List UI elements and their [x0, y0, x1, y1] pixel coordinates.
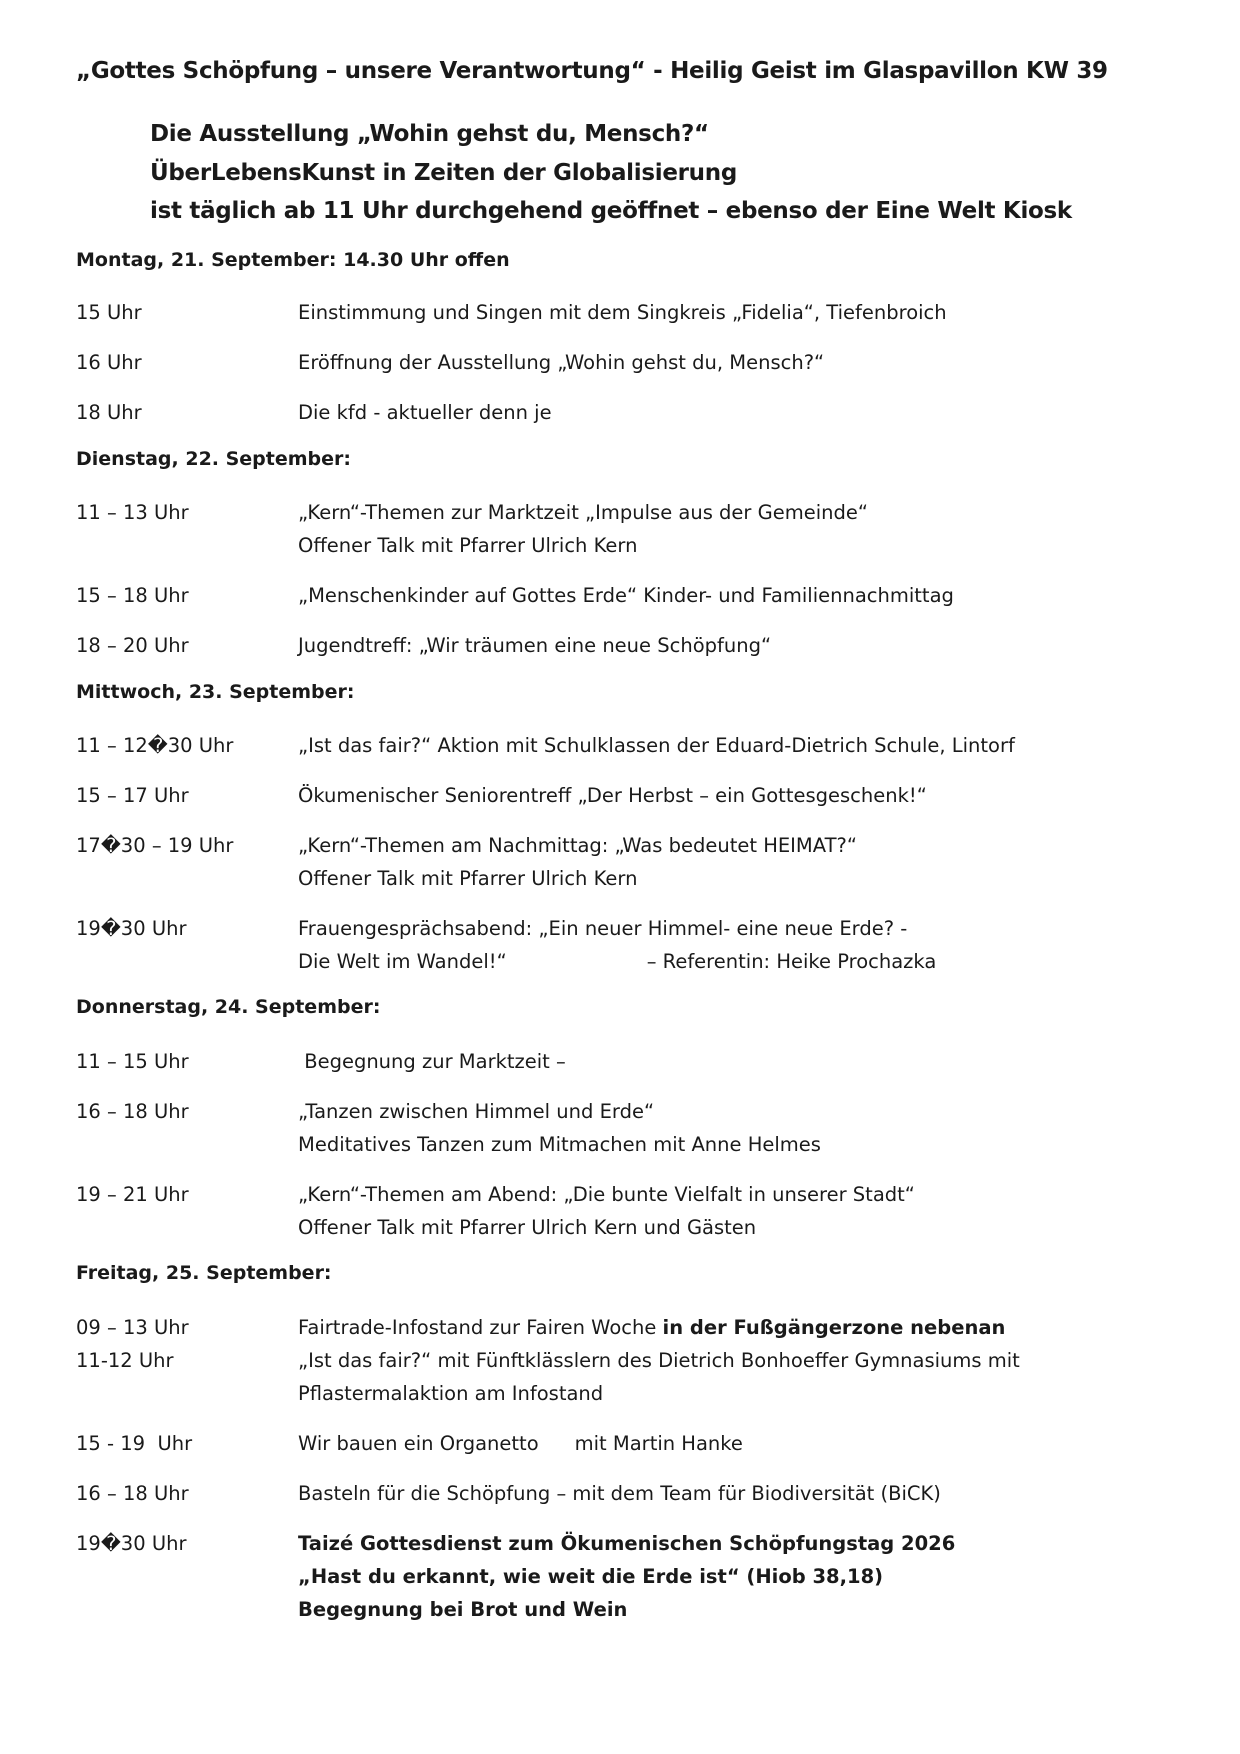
event-time: 19�30 Uhr [76, 917, 187, 940]
exhibition-info [150, 115, 1072, 231]
event-description [298, 296, 947, 329]
event-description [298, 729, 1015, 762]
event-time: 16 Uhr [76, 351, 142, 374]
event-line: „Kern“-Themen zur Marktzeit „Impulse aus der Gemeinde“ [298, 501, 869, 524]
event-line: Meditatives Tanzen zum Mitmachen mit Anne Helmes [298, 1133, 821, 1156]
event-time: 11-12 Uhr [76, 1349, 174, 1372]
event-line: Eröffnung der Ausstellung „Wohin gehst du, Mensch?“ [298, 351, 825, 374]
event-line: Taizé Gottesdienst zum Ökumenischen Schöpfungstag 2026 [298, 1532, 956, 1555]
day-heading-wednesday: Mittwoch, 23. September: [76, 681, 355, 703]
event-line-part: Fairtrade-Infostand zur Fairen Woche [298, 1316, 663, 1339]
event-line: Ökumenischer Seniorentreff „Der Herbst – ein Gottesgeschenk!“ [298, 784, 927, 807]
event-line: Frauengesprächsabend: „Ein neuer Himmel- eine neue Erde? - [298, 917, 908, 940]
event-line: Offener Talk mit Pfarrer Ulrich Kern [298, 534, 638, 557]
event-time: 18 Uhr [76, 401, 142, 424]
day-heading-thursday: Donnerstag, 24. September: [76, 996, 381, 1018]
event-line: Offener Talk mit Pfarrer Ulrich Kern [298, 867, 638, 890]
event-description [298, 1344, 1020, 1410]
event-time: 11 – 15 Uhr [76, 1050, 189, 1073]
exhibition-line: ist täglich ab 11 Uhr durchgehend geöffnet – ebenso der Eine Welt Kiosk [150, 198, 1072, 224]
event-description [298, 579, 954, 612]
event-time: 15 – 17 Uhr [76, 784, 189, 807]
exhibition-line: ÜberLebensKunst in Zeiten der Globalisierung [150, 159, 737, 186]
event-line: Pflastermalaktion am Infostand [298, 1382, 604, 1405]
event-line-part: Die Welt im Wandel!“ [298, 950, 507, 973]
event-location-emphasis: in der Fußgängerzone nebenan [662, 1316, 1006, 1339]
event-description [298, 912, 936, 978]
event-time: 11 – 12�30 Uhr [76, 734, 234, 757]
event-description [298, 779, 927, 812]
event-line: Jugendtreff: „Wir träumen eine neue Schöpfung“ [298, 634, 772, 657]
event-line: „Tanzen zwischen Himmel und Erde“ [298, 1100, 655, 1123]
event-line: Offener Talk mit Pfarrer Ulrich Kern und Gästen [298, 1216, 757, 1239]
event-description [298, 1311, 1005, 1344]
event-time: 17�30 – 19 Uhr [76, 834, 234, 857]
event-time: 16 – 18 Uhr [76, 1482, 189, 1505]
event-time: 09 – 13 Uhr [76, 1316, 189, 1339]
day-heading-friday: Freitag, 25. September: [76, 1262, 332, 1284]
event-time: 16 – 18 Uhr [76, 1100, 189, 1123]
event-time: 15 - 19 Uhr [76, 1432, 193, 1455]
exhibition-line: Die Ausstellung „Wohin gehst du, Mensch?“ [150, 121, 709, 147]
event-line: Einstimmung und Singen mit dem Singkreis „Fidelia“, Tiefenbroich [298, 301, 947, 324]
event-description [298, 629, 771, 662]
event-time: 11 – 13 Uhr [76, 501, 189, 524]
speaker-credit: – Referentin: Heike Prochazka [646, 950, 937, 973]
event-line [298, 1311, 1005, 1344]
event-time: 15 – 18 Uhr [76, 584, 189, 607]
event-line: „Ist das fair?“ mit Fünftklässlern des Dietrich Bonhoeffer Gymnasiums mit [298, 1349, 1020, 1372]
event-line: Begegnung zur Marktzeit – [298, 1050, 566, 1073]
event-description [298, 1045, 566, 1078]
event-description [298, 1477, 941, 1510]
day-heading-monday: Montag, 21. September: 14.30 Uhr offen [76, 249, 510, 271]
event-line: „Kern“-Themen am Nachmittag: „Was bedeutet HEIMAT?“ [298, 834, 857, 857]
event-description [298, 496, 868, 562]
event-line: Begegnung bei Brot und Wein [298, 1598, 628, 1621]
event-line [298, 945, 936, 978]
event-description [298, 829, 857, 895]
event-line: „Kern“-Themen am Abend: „Die bunte Vielfalt in unserer Stadt“ [298, 1183, 915, 1206]
event-description [298, 1178, 915, 1244]
event-line [298, 1427, 743, 1460]
event-time: 15 Uhr [76, 301, 142, 324]
event-description [298, 1095, 821, 1161]
event-line: „Ist das fair?“ Aktion mit Schulklassen der Eduard-Dietrich Schule, Lintorf [298, 734, 1015, 757]
event-line-part: Wir bauen ein Organetto [298, 1432, 539, 1455]
day-heading-tuesday: Dienstag, 22. September: [76, 448, 352, 470]
page-title: „Gottes Schöpfung – unsere Verantwortung“ - Heilig Geist im Glaspavillon KW 39 [76, 58, 1108, 84]
event-description [298, 396, 552, 429]
event-line: „Menschenkinder auf Gottes Erde“ Kinder- und Familiennachmittag [298, 584, 954, 607]
event-description [298, 1427, 743, 1460]
event-line-part: mit Martin Hanke [574, 1432, 743, 1455]
event-description [298, 1527, 955, 1626]
event-time: 19�30 Uhr [76, 1532, 187, 1555]
event-time: 19 – 21 Uhr [76, 1183, 189, 1206]
event-time: 18 – 20 Uhr [76, 634, 189, 657]
event-line: Die kfd - aktueller denn je [298, 401, 552, 424]
event-line: Basteln für die Schöpfung – mit dem Team für Biodiversität (BiCK) [298, 1482, 941, 1505]
event-line: „Hast du erkannt, wie weit die Erde ist“ (Hiob 38,18) [298, 1565, 884, 1588]
event-description [298, 346, 824, 379]
